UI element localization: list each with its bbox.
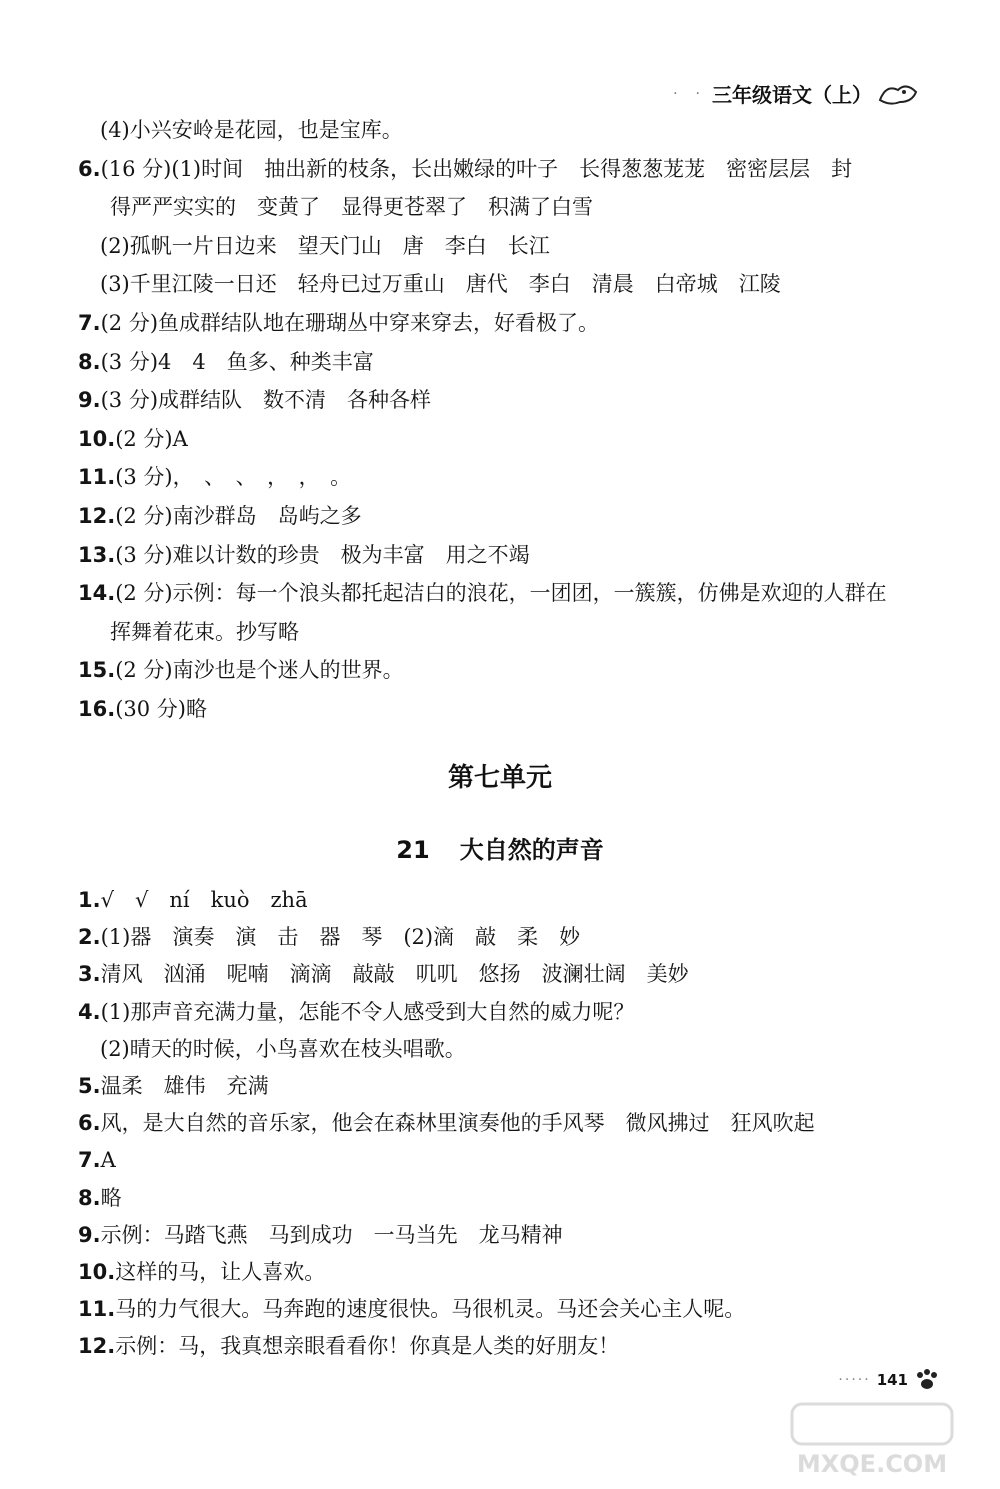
watermark-logo-icon: [772, 1400, 972, 1480]
answer-line: [78, 390, 431, 411]
question-number: 5.: [78, 1074, 101, 1098]
answer-text: 清风 汹涌 呢喃 滴滴 敲敲 叽叽 悠扬 波澜壮阔 美妙: [100, 962, 689, 987]
answer-line: [78, 506, 362, 527]
answer-text: (2 分)南沙群岛 岛屿之多: [115, 504, 362, 528]
question-number: 8.: [78, 349, 101, 374]
answer-text: (2 分)鱼成群结队地在珊瑚丛中穿来穿去，好看极了。: [100, 311, 600, 335]
question-number: 4.: [78, 999, 101, 1024]
question-number: 7.: [78, 311, 101, 335]
answer-text: (2 分)南沙也是个迷人的世界。: [115, 658, 404, 683]
answer-text: 得严严实实的 变黄了 显得更苍翠了 积满了白雪: [110, 195, 593, 220]
question-number: 1.: [78, 888, 101, 912]
answer-line: [78, 1336, 619, 1357]
answer-line: [78, 964, 689, 985]
answer-text: 示例：马踏飞燕 马到成功 一马当先 龙马精神: [100, 1222, 563, 1247]
header-title: 三年级语文（上）: [712, 82, 872, 107]
question-number: 9.: [78, 388, 101, 413]
answer-text: (2)晴天的时候，小鸟喜欢在枝头唱歌。: [100, 1036, 466, 1061]
answer-text: (2 分)A: [115, 426, 188, 451]
question-number: 10.: [78, 426, 116, 451]
question-number: 11.: [78, 465, 116, 490]
paw-print-icon: [914, 1368, 940, 1392]
answer-text: (3)千里江陵一日还 轻舟已过万重山 唐代 李白 清晨 白帝城 江陵: [100, 272, 781, 297]
answer-line: [78, 927, 580, 948]
question-number: 9.: [78, 1222, 101, 1247]
answer-text: (1)那声音充满力量，怎能不令人感受到大自然的威力呢？: [100, 999, 635, 1024]
lesson-title: [0, 830, 1000, 865]
answer-text: (3 分)成群结队 数不清 各种各样: [100, 388, 432, 413]
answer-line: [78, 467, 351, 488]
answer-text: 马的力气很大。马奔跑的速度很快。马很机灵。马还会关心主人呢。: [115, 1297, 746, 1322]
question-number: 3.: [78, 962, 101, 987]
answer-text: (3 分)， 、 、 ， ， 。: [115, 465, 352, 490]
page-header: [673, 78, 920, 108]
answer-line: [78, 426, 188, 451]
footer-dots: ·····: [838, 1372, 871, 1388]
question-number: 10.: [78, 1260, 116, 1284]
question-number: 12.: [78, 1334, 116, 1359]
answer-line: [78, 313, 599, 334]
answer-line: [78, 542, 530, 567]
answer-text: (2 分)示例：每一个浪头都托起洁白的浪花，一团团，一簇簇，仿佛是欢迎的人群在: [115, 581, 887, 606]
header-dots: · ·: [673, 86, 702, 102]
answer-line: [78, 890, 308, 911]
answer-text: (30 分)略: [115, 697, 207, 721]
answer-text: (3 分)4 4 鱼多、种类丰富: [100, 349, 374, 374]
question-number: 14.: [78, 581, 116, 606]
answer-text: (16 分)(1)时间 抽出新的枝条，长出嫩绿的叶子 长得葱葱茏茏 密密层层 封: [100, 156, 853, 181]
question-number: 6.: [78, 1111, 101, 1136]
question-number: 8.: [78, 1185, 101, 1210]
answer-text: (2)孤帆一片日边来 望天门山 唐 李白 长江: [100, 233, 550, 258]
lesson-number: 21: [396, 836, 430, 864]
answer-line: [78, 699, 207, 720]
answer-line: [100, 233, 550, 258]
answer-line: [78, 1222, 563, 1247]
unit-title: 第七单元: [447, 763, 552, 793]
answer-text: 挥舞着花束。抄写略: [110, 619, 299, 644]
answer-text: (3 分)难以计数的珍贵 极为丰富 用之不竭: [115, 542, 530, 567]
answer-line: [110, 619, 299, 644]
question-number: 12.: [78, 504, 116, 528]
answer-text: 示例：马，我真想亲眼看看你！你真是人类的好朋友！: [115, 1334, 620, 1359]
watermark-text: MXQE.COM: [796, 1450, 948, 1478]
answer-text: (1)器 演奏 演 击 器 琴 (2)滴 敲 柔 妙: [100, 925, 581, 950]
page-footer: [838, 1368, 940, 1392]
answer-line: [78, 1076, 269, 1097]
answer-line: [78, 1150, 116, 1171]
answer-line: [110, 197, 593, 218]
cartoon-mascot-icon: [876, 80, 920, 106]
question-number: 7.: [78, 1148, 101, 1173]
answer-line: [78, 583, 887, 604]
answer-text: A: [100, 1148, 116, 1173]
question-number: 15.: [78, 658, 116, 683]
question-number: 2.: [78, 925, 101, 950]
page-number: 141: [876, 1371, 908, 1389]
answer-line: [78, 1299, 745, 1320]
question-number: 16.: [78, 697, 116, 721]
question-number: 11.: [78, 1297, 116, 1322]
answer-text: (4)小兴安岭是花园，也是宝库。: [100, 118, 403, 142]
answer-line: [100, 274, 781, 295]
question-number: 6.: [78, 156, 101, 181]
answer-line: [100, 120, 403, 141]
answer-line: [100, 1036, 466, 1061]
answer-line: [78, 1262, 325, 1283]
answer-line: [78, 1113, 815, 1134]
answer-line: [78, 999, 635, 1024]
lesson-name: 大自然的声音: [459, 836, 604, 864]
answer-text: 风，是大自然的音乐家，他会在森林里演奏他的手风琴 微风拂过 狂风吹起: [100, 1111, 815, 1136]
answer-line: [78, 1185, 122, 1210]
answer-line: [78, 660, 404, 681]
answer-line: [78, 349, 374, 374]
answer-text: 温柔 雄伟 充满: [100, 1074, 269, 1098]
question-number: 13.: [78, 542, 116, 567]
answer-text: 这样的马，让人喜欢。: [115, 1260, 326, 1284]
answer-text: √ √ ní kuò zhā: [100, 888, 308, 912]
answer-line: [78, 156, 853, 181]
answer-text: 略: [100, 1185, 122, 1210]
